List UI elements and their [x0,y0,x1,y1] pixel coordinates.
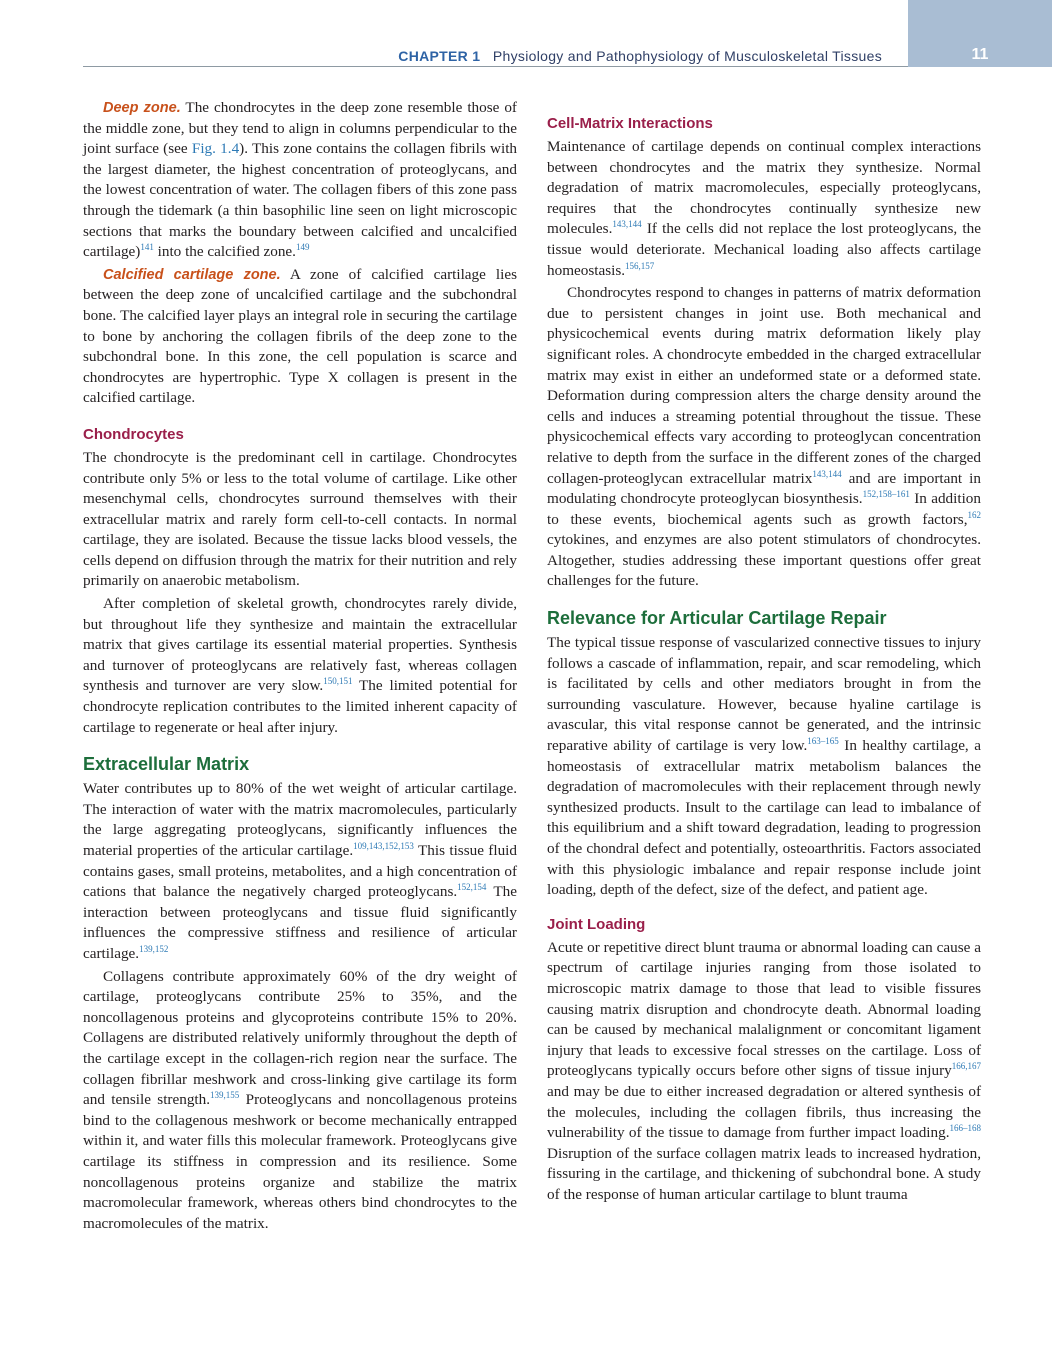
running-header-text [398,48,882,64]
cmi-text-c: Chondrocytes respond to changes in patterns of matrix deformation due to persistent changes in joint use. Both mechanical and physicochemical events during matrix deformation likely play significant roles. A chondrocyte embedded in the charged extracellular matrix may exist in either an undeformed state or a deformed state. Deformation during compression alters the charge density around the cells and induces a streaming potential throughout the tissue. These physicochemical effects vary according to proteoglycan concentration relative to depth from the surface in the different zones of the charged collagen-proteoglycan extracellular matrix [547,284,981,487]
cmi-text-f: cytokines, and enzymes are also potent stimulators of chondrocytes. Altogether, studies addressing these important questions offer great challenges for the future. [547,531,981,590]
joint-text-b: and may be due to either increased degradation or altered synthesis of the molecules, including the collagen fibrils, thus increasing the vulnerability of the tissue to damage from further impact loading. [547,1082,981,1142]
chondrocytes-heading: Chondrocytes [83,425,184,443]
citation-ref[interactable]: 109,143,152,153 [353,841,414,851]
ecm-text-c: The interaction between proteoglycans and tissue fluid significantly influences the compressive stiffness and resilience of articular cartilage. [83,883,517,962]
ecm-text-e: Proteoglycans and noncollagenous proteins bind to the collagenous meshwork or become mechanically entrapped within it, and water fills this molecular framework. Proteoglycans give cartilage its stiffness in compression and its resilience. Some noncollagenous proteins organize and stabilize the matrix macromolecular framework, whereas others bind chondrocytes to the macromolecules of the matrix. [83,1091,517,1232]
joint-text-c: Disruption of the surface collagen matrix leads to increased hydration, fissuring in the cartilage, and thickening of subchondral bone. A study of the response of human articular cartilage to blunt trauma [547,1144,981,1203]
figure-link[interactable]: Fig. 1.4 [191,140,240,158]
cmi-text-a: Maintenance of cartilage depends on continual complex interactions between chondrocytes and the matrix they synthesize. Normal degradation of matrix macromolecules, especially proteoglycans, requires that the chondrocytes continually synthesize new molecules. [547,138,981,238]
citation-ref[interactable]: 163–165 [807,736,839,747]
extracellular-matrix-heading: Extracellular Matrix [83,754,250,775]
ecm-text-d: Collagens contribute approximately 60% of the dry weight of cartilage, proteoglycans contribute 25% to 35%, and the noncollagenous proteins and glycoproteins contribute 15% to 20%. Collagens are distributed relatively uniformly throughout the depth of the cartilage except in the collagen-rich region near the surface. The collagen fibrillar meshwork and cross-linking give cartilage its form and tensile strength. [83,967,517,1109]
chondrocytes-paragraph-1: The chondrocyte is the predominant cell in cartilage. Chondrocytes contribute only 5% or less to the total volume of cartilage. Like other mesenchymal cells, chondrocytes surround themselves with their extracellular matrix and rarely form cell-to-cell contacts. In normal cartilage, they are isolated. Because the tissue lacks blood vessels, the cells depend on diffusion through the matrix for their nutrition and rely primarily on anaerobic metabolism. [83,448,517,590]
deep-zone-text-1: The chondrocytes in the deep zone resemble those of the middle zone, but they tend to align in columns perpendicular to the joint surface (see [83,99,517,158]
cmi-paragraph-1 [547,137,981,281]
deep-zone-text-2: ). This zone contains the collagen fibrils with the largest diameter, the highest concentration of proteoglycans, and the lowest concentration of water. The collagen fibers of this zone pass through the tidemark (a thin basophilic line seen on light microscopic sections that marks the boundary between calcified and uncalcified cartilage) [83,140,518,261]
citation-ref[interactable]: 156,157 [625,260,655,271]
cmi-text-d: and are important in modulating chondrocyte proteoglycan biosynthesis. [547,469,981,508]
citation-ref[interactable]: 166,167 [951,1061,981,1072]
repair-text-b: In healthy cartilage, a homeostasis of extracellular matrix metabolism balances the degradation of macromolecules with their replacement through newly synthesized products. Insult to the cartilage can lead to imbalance of this equilibrium and a shift toward degradation, leading to progression of the chondral defect and potentially, osteoarthritis. Factors associated with this physiologic imbalance and repair response include joint loading, depth of the defect, size of the defect, and patient age. [547,737,981,899]
citation-ref[interactable]: 152,158–161 [862,489,910,500]
citation-ref[interactable]: 143,144 [612,219,642,230]
cmi-text-b: If the cells did not replace the lost proteoglycans, the tissue would deteriorate. Mechanical loading also affects cartilage homeostasis. [547,220,981,279]
ecm-text-b: This tissue fluid contains gases, small proteins, metabolites, and a high concentration of cations that balance the negatively charged proteoglycans. [83,842,517,901]
page-number: 11 [971,46,989,63]
ecm-text-a: Water contributes up to 80% of the wet weight of articular cartilage. The interaction of water with the matrix macromolecules, particularly the large aggregating proteoglycans, significantly influences the material properties of the articular cartilage. [83,780,517,859]
deep-zone-paragraph [83,98,517,263]
chapter-label: CHAPTER 1 [398,48,481,64]
citation-ref[interactable]: 149 [295,242,310,253]
citation-ref[interactable]: 139,155 [210,1090,240,1101]
cmi-text-e: In addition to these events, biochemical agents such as growth factors, [547,490,981,528]
citation-ref[interactable]: 162 [967,509,981,520]
right-column [547,98,981,1206]
citation-ref[interactable]: 139,152 [139,943,169,954]
cmi-paragraph-2 [547,283,981,592]
chapter-title: Physiology and Pathophysiology of Musculoskeletal Tissues [492,48,882,64]
ecm-paragraph-1 [83,779,517,964]
left-column [83,98,517,1234]
citation-ref[interactable]: 141 [140,242,154,253]
repair-heading: Relevance for Articular Cartilage Repair [547,608,887,629]
chondrocytes-paragraph-2 [83,594,517,738]
joint-loading-heading: Joint Loading [547,915,646,933]
joint-loading-paragraph [547,938,981,1206]
deep-zone-heading: Deep zone. [103,100,181,116]
calcified-zone-text: A zone of calcified cartilage lies between the deep zone of uncalcified cartilage and the subchondral bone. The calcified layer plays an integral role in securing the cartilage to bone by anchoring the collagen fibrils of the deep zone to the subchondral bone. In this zone, the cell population is scarce and chondrocytes are hypertrophic. Type X collagen is present in the calcified cartilage. [83,265,517,407]
chondrocytes-text-a: After completion of skeletal growth, chondrocytes rarely divide, but throughout life they synthesize and maintain the extracellular matrix that gives cartilage its essential material properties. Synthesis and turnover of proteoglycans are relatively fast, whereas collagen synthesis and turnover are very slow. [83,595,517,695]
chondrocytes-text-b: The limited potential for chondrocyte replication contributes to the limited inherent capacity of cartilage to regenerate or heal after injury. [83,677,517,736]
calcified-zone-paragraph [83,265,517,409]
cell-matrix-heading: Cell-Matrix Interactions [547,115,713,132]
deep-zone-text-3: into the calcified zone. [153,243,296,261]
running-header [83,40,908,67]
citation-ref[interactable]: 150,151 [323,676,353,687]
citation-ref[interactable]: 143,144 [812,468,842,479]
page-number-tab [908,0,1052,67]
ecm-paragraph-2 [83,967,517,1235]
repair-text-a: The typical tissue response of vascularized connective tissues to injury follows a cascade of inflammation, repair, and scar remodeling, which is facilitated by cells and other mediators brought in from the surrounding vasculature. However, because hyaline cartilage is avascular, this vital response cannot be generated, and the intrinsic reparative ability of cartilage is very low. [547,634,981,755]
joint-text-a: Acute or repetitive direct blunt trauma or abnormal loading can cause a spectrum of cartilage injuries ranging from those isolated to microscopic matrix damage to those that lead to visible fissures causing matrix disruption and chondrocyte death. Abnormal loading can be caused by mechanical malalignment or concomitant ligament injury that leads to excessive focal stresses on the cartilage. Loss of proteoglycans typically occurs before other signs of tissue injury [547,938,981,1080]
calcified-zone-heading: Calcified cartilage zone. [103,266,281,283]
citation-ref[interactable]: 166–168 [949,1123,981,1134]
repair-paragraph [547,633,981,901]
citation-ref[interactable]: 152,154 [457,882,487,893]
